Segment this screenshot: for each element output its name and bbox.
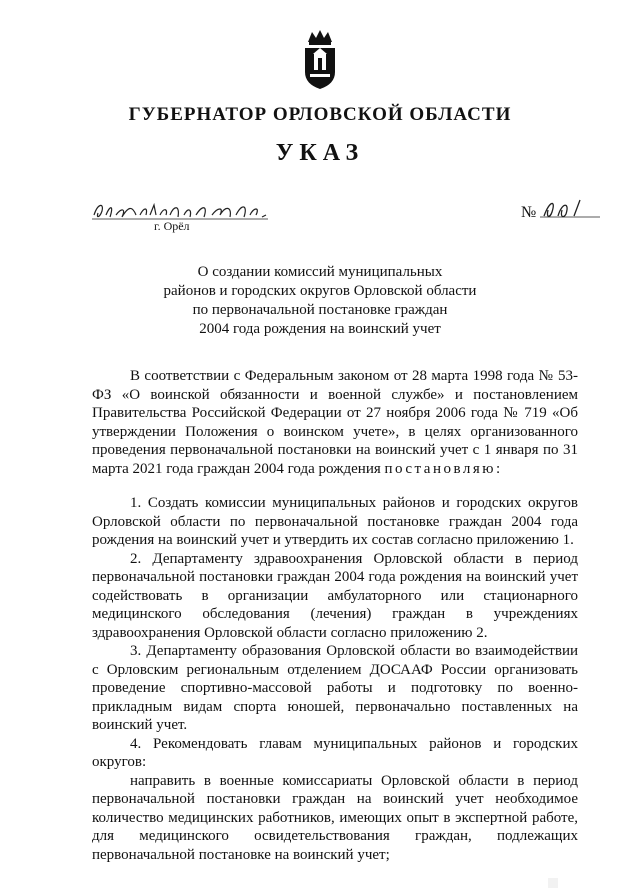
preamble-text: В соответствии с Федеральным законом от 28 марта 1998 года № 53-ФЗ «О воинской обязанности и военной службе» и постановлением Правительства Российской Федерации от 27 ноября 2006 года № 719 «Об утверждении Положения о воинском учете», в целях организованного проведения первоначальной постановки на воинский учет с 1 января по 31 марта 2021 года граждан 2004 года рождения — [92, 368, 578, 477]
item-4-subitem: направить в военные комиссариаты Орловской области в период первоначальной постановки граждан на воинский учет необходимое количество медицинских работников, имеющих опыт в экспертной работе, для медицинского освидетельствования граждан, подлежащих первоначальной постановке на воинский учет; — [92, 772, 578, 863]
authority-title: ГУБЕРНАТОР ОРЛОВСКОЙ ОБЛАСТИ — [128, 104, 512, 125]
preamble-paragraph — [92, 367, 578, 478]
decree-body — [92, 367, 578, 864]
item-1: 1. Создать комиссии муниципальных районов и городских округов Орловской области по первоначальной постановке граждан 2004 года рождения на воинский учет и утвердить их состав согласно приложению 1. — [92, 495, 578, 548]
item-4: 4. Рекомендовать главам муниципальных районов и городских округов: — [92, 735, 578, 770]
number-label: № — [521, 204, 537, 221]
page-corner-mark — [548, 878, 558, 888]
subject-line: районов и городских округов Орловской области — [163, 283, 477, 299]
subject-line: 2004 года рождения на воинский учет — [199, 321, 441, 337]
city: г. Орёл — [154, 219, 190, 233]
coat-of-arms-icon — [300, 28, 340, 90]
subject-line: по первоначальной постановке граждан — [192, 302, 448, 318]
document-type: УКАЗ — [275, 140, 365, 166]
item-3: 3. Департаменту образования Орловской области во взаимодействии с Орловским региональным отделением ДОСААФ России организовать проведение спортивно-массовой работы и подготовку по военно-прикладным видам спорта юношей, первоначально поставленных на воинский учет. — [92, 643, 578, 733]
handwritten-number — [540, 196, 602, 222]
subject-line: О создании комиссий муниципальных — [197, 264, 443, 280]
item-2: 2. Департаменту здравоохранения Орловской области в период первоначальной постановки граждан 2004 года рождения на воинский учет содействовать в организации амбулаторного или стационарного медицинского обследования (лечения) граждан в учреждениях здравоохранения Орловской области согласно приложению 2. — [92, 550, 578, 641]
decree-subject — [150, 263, 490, 339]
decree-word: постановляю: — [384, 460, 503, 477]
